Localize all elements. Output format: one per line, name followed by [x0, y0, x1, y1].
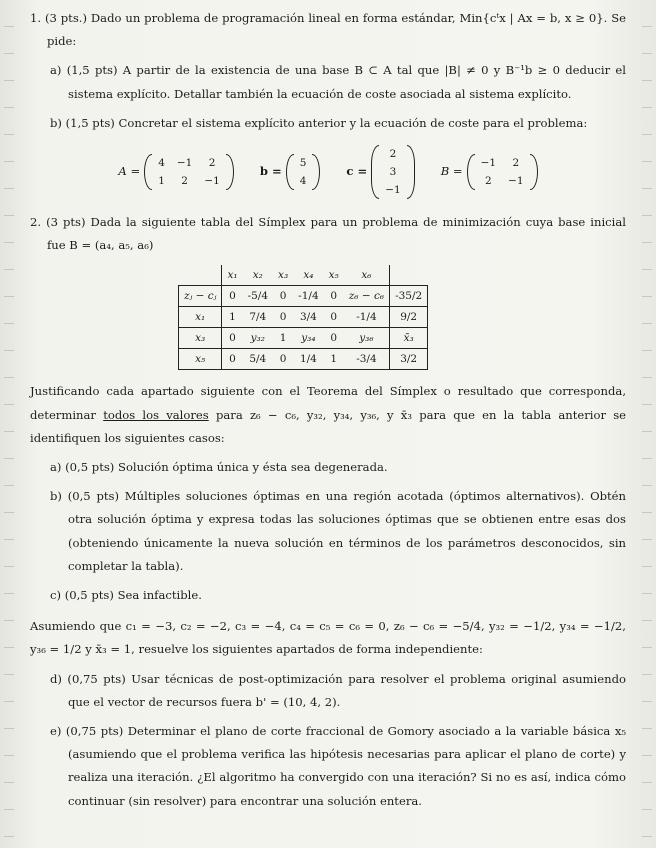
- problem2-intro: [30, 380, 626, 450]
- simplex-rhs: -35/2: [390, 286, 428, 307]
- simplex-cell: 0: [324, 286, 344, 307]
- simplex-cell: 1/4: [293, 349, 323, 370]
- simplex-header: x₆: [344, 265, 390, 286]
- problem2-part-e: e) (0,75 pts) Determinar el plano de corte fraccional de Gomory asociado a la variable básica x₅ (asumiendo que el problema verifica las hipótesis necesarias para aplicar el plano de corte) y realiza una iteración. ¿El algoritmo ha convergido con una iteración? Si no es así, indica cómo continuar (sin resolver) para encontrar una solución entera.: [50, 724, 626, 808]
- simplex-rhs: 3/2: [390, 349, 428, 370]
- vector-c-cell: 3: [389, 166, 397, 179]
- simplex-cell: 1: [222, 307, 243, 328]
- left-margin-rule: [4, 0, 14, 848]
- simplex-cell: z₆ − c₆: [344, 286, 390, 307]
- simplex-header: x₁: [222, 265, 243, 286]
- vector-c: [346, 145, 414, 199]
- simplex-rhs: x̄₃: [390, 328, 428, 349]
- matrix-B-cell: 2: [512, 157, 520, 170]
- simplex-cell: 0: [273, 349, 293, 370]
- simplex-row-label: x₃: [179, 328, 222, 349]
- exam-content: [30, 5, 626, 813]
- problem2-part-a: a) (0,5 pts) Solución óptima única y ésta sea degenerada.: [50, 460, 388, 475]
- simplex-cell: 0: [222, 328, 243, 349]
- simplex-row-label: x₅: [179, 349, 222, 370]
- simplex-header: x₃: [273, 265, 293, 286]
- right-margin-rule: [642, 0, 652, 848]
- problem2-intro-underlined: todos los valores: [103, 407, 209, 422]
- matrix-A-cell: 1: [158, 175, 165, 188]
- simplex-cell: y₃₄: [293, 328, 323, 349]
- simplex-cell: 0: [273, 286, 293, 307]
- vector-c-label: c =: [346, 164, 368, 179]
- problem1-part-a: a) (1,5 pts) A partir de la existencia de una base B ⊂ A tal que |B| ≠ 0 y B⁻¹b ≥ 0 deducir el sistema explícito. Detallar también la ecuación de coste asociada al sistema explícito.: [50, 63, 626, 101]
- simplex-cell: -1/4: [344, 307, 390, 328]
- simplex-cell: 0: [324, 328, 344, 349]
- simplex-cell: 3/4: [293, 307, 323, 328]
- simplex-cell: y₃₂: [243, 328, 273, 349]
- problem2-intro-end: para z₆ − c₆, y₃₂, y₃₄, y₃₆, y x̄₃ para que en la tabla anterior se identifiquen los siguientes casos:: [30, 407, 627, 445]
- simplex-cell: -3/4: [344, 349, 390, 370]
- simplex-rhs: 9/2: [390, 307, 428, 328]
- simplex-cell: 0: [222, 286, 243, 307]
- simplex-corner: [179, 265, 222, 286]
- matrix-B: [441, 154, 538, 190]
- vector-b-label: b =: [259, 164, 282, 179]
- simplex-header: x₅: [324, 265, 344, 286]
- simplex-cell: 0: [324, 307, 344, 328]
- simplex-rhs-header: [390, 265, 428, 286]
- matrix-A-cell: −1: [176, 157, 193, 170]
- simplex-cell: 5/4: [243, 349, 273, 370]
- problem2-assumptions: Asumiendo que c₁ = −3, c₂ = −2, c₃ = −4, c₄ = c₅ = c₆ = 0, z₆ − c₆ = −5/4, y₃₂ = −1/2, y₃₄ = −1/2, y₃₆ = 1/2 y x̄₃ = 1, resuelve los siguientes apartados de forma independiente:: [30, 619, 626, 657]
- vector-b-cell: 4: [299, 175, 307, 188]
- matrix-B-cell: −1: [480, 157, 497, 170]
- simplex-row-label: zⱼ − cⱼ: [179, 286, 222, 307]
- simplex-cell: -5/4: [243, 286, 273, 307]
- problem1-matrices: [30, 141, 626, 203]
- problem1-heading: 1. (3 pts.) Dado un problema de programación lineal en forma estándar, Min{cᵗx | Ax = b, x ≥ 0}. Se pide:: [30, 11, 626, 49]
- matrix-B-label: B =: [440, 164, 463, 179]
- simplex-cell: 0: [273, 307, 293, 328]
- simplex-header: x₄: [293, 265, 323, 286]
- simplex-header: x₂: [243, 265, 273, 286]
- problem1-part-b: b) (1,5 pts) Concretar el sistema explícito anterior y la ecuación de coste para el problema:: [50, 115, 588, 130]
- matrix-B-cell: 2: [485, 175, 492, 188]
- simplex-cell: -1/4: [293, 286, 323, 307]
- vector-c-cell: −1: [385, 184, 401, 197]
- simplex-cell: 0: [222, 349, 243, 370]
- problem2-intro-start: Justificando cada apartado siguiente con el Teorema del Símplex o resultado que corresponda, determinar: [30, 384, 626, 422]
- matrix-A-cell: 2: [181, 175, 188, 188]
- problem2-part-c: c) (0,5 pts) Sea infactible.: [50, 588, 202, 603]
- simplex-row-label: x₁: [179, 307, 222, 328]
- problem2-part-d: d) (0,75 pts) Usar técnicas de post-optimización para resolver el problema original asumiendo que el vector de recursos fuera b' = (10, 4, 2).: [50, 671, 626, 709]
- problem2-part-b: b) (0,5 pts) Múltiples soluciones óptimas en una región acotada (óptimos alternativos). Obtén otra solución óptima y expresa todas las soluciones óptimas que se obtienen entre esas dos (obteniendo únicamente la nueva solución en términos de los parámetros desconocidos, sin completar la tabla).: [50, 489, 626, 573]
- simplex-cell: 1: [273, 328, 293, 349]
- vector-c-cell: 2: [389, 148, 397, 161]
- simplex-table: [178, 265, 428, 370]
- simplex-cell: 1: [324, 349, 344, 370]
- simplex-cell: 7/4: [243, 307, 273, 328]
- matrix-A-cell: 2: [208, 157, 216, 170]
- vector-b-cell: 5: [299, 157, 307, 170]
- matrix-A-cell: −1: [204, 175, 220, 188]
- simplex-cell: y₃₆: [344, 328, 390, 349]
- matrix-A: [118, 154, 233, 190]
- vector-b: [260, 154, 321, 190]
- matrix-A-label: A =: [118, 164, 141, 179]
- matrix-B-cell: −1: [508, 175, 524, 188]
- problem2-heading: 2. (3 pts) Dada la siguiente tabla del Símplex para un problema de minimización cuya base inicial fue B = (a₄, a₅, a₆): [30, 215, 626, 253]
- matrix-A-cell: 4: [158, 157, 165, 170]
